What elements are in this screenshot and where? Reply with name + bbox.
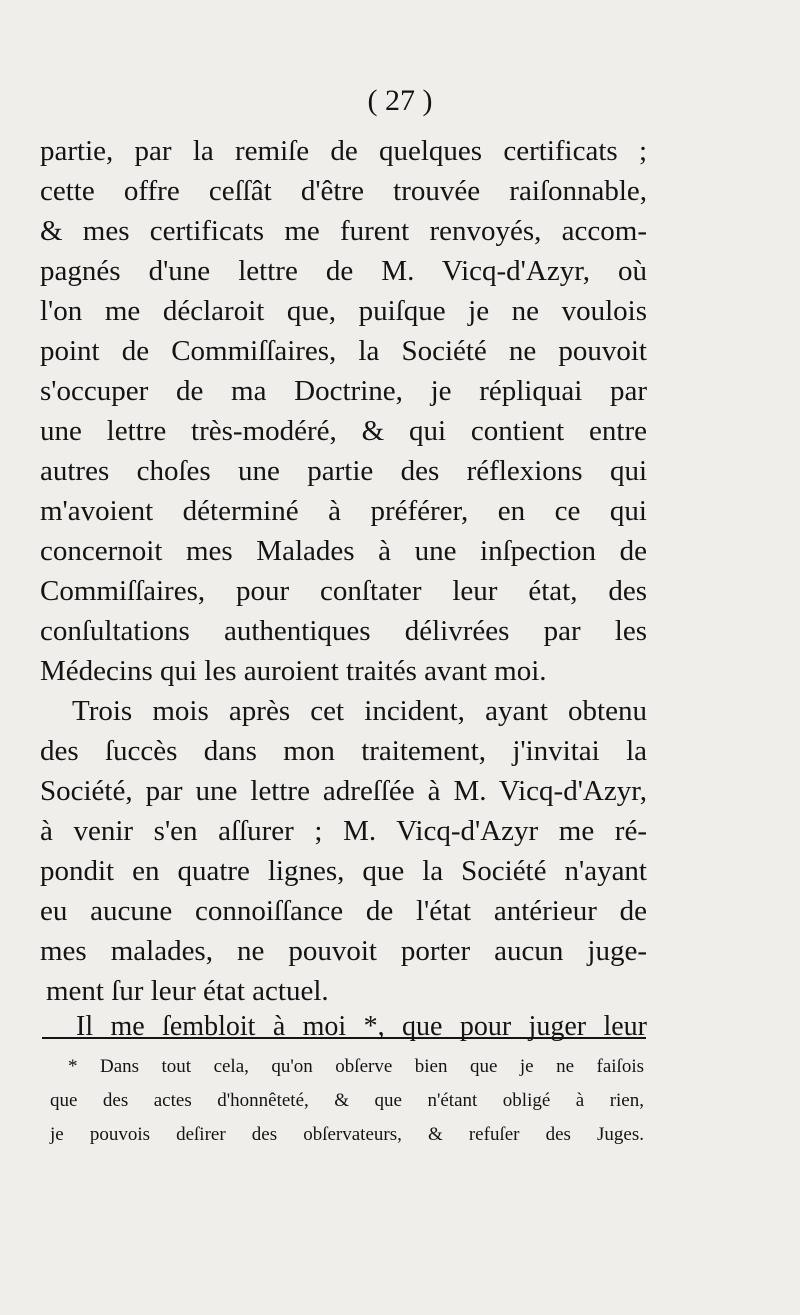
text-line: Médecins qui les auroient traités avant moi. <box>40 655 547 687</box>
footnote-line: * Dans tout cela, qu'on obſerve bien que je ne faiſois <box>68 1056 644 1077</box>
text-line: à venir s'en aſſurer ; M. Vicq-d'Azyr me ré- <box>40 815 647 847</box>
text-line: pagnés d'une lettre de M. Vicq-d'Azyr, où <box>40 255 647 287</box>
text-line: autres choſes une partie des réflexions qui <box>40 455 647 487</box>
text-line: une lettre très-modéré, & qui contient entre <box>40 415 647 447</box>
page-number: ( 27 ) <box>367 84 433 117</box>
footnote-line: je pouvois deſirer des obſervateurs, & refuſer des Juges. <box>50 1124 644 1145</box>
text-line: mes malades, ne pouvoit porter aucun juge- <box>40 935 647 967</box>
text-line: partie, par la remiſe de quelques certificats ; <box>40 135 647 167</box>
text-line: s'occuper de ma Doctrine, je répliquai par <box>40 375 647 407</box>
text-line: ment ſur leur état actuel. <box>46 975 329 1007</box>
footnote-rule <box>42 1037 646 1039</box>
paragraph-first-line: Il me ſembloit à moi *, que pour juger leur <box>76 1011 647 1042</box>
text-line: pondit en quatre lignes, que la Société n'ayant <box>40 855 647 887</box>
paragraph-first-line: Trois mois après cet incident, ayant obtenu <box>72 695 647 727</box>
text-line: conſultations authentiques délivrées par les <box>40 615 647 647</box>
footnote-line: que des actes d'honnêteté, & que n'étant obligé à rien, <box>50 1090 644 1111</box>
text-line: Commiſſaires, pour conſtater leur état, des <box>40 575 647 607</box>
text-line: eu aucune connoiſſance de l'état antérieur de <box>40 895 647 927</box>
text-line: & mes certificats me furent renvoyés, accom- <box>40 215 647 247</box>
text-line: m'avoient déterminé à préférer, en ce qui <box>40 495 647 527</box>
text-line: point de Commiſſaires, la Société ne pouvoit <box>40 335 647 367</box>
text-line: Société, par une lettre adreſſée à M. Vicq-d'Azyr, <box>40 775 647 807</box>
text-line: l'on me déclaroit que, puiſque je ne voulois <box>40 295 647 327</box>
text-line: cette offre ceſſât d'être trouvée raiſonnable, <box>40 175 647 207</box>
text-line: des ſuccès dans mon traitement, j'invitai la <box>40 735 647 767</box>
text-line: concernoit mes Malades à une inſpection de <box>40 535 647 567</box>
